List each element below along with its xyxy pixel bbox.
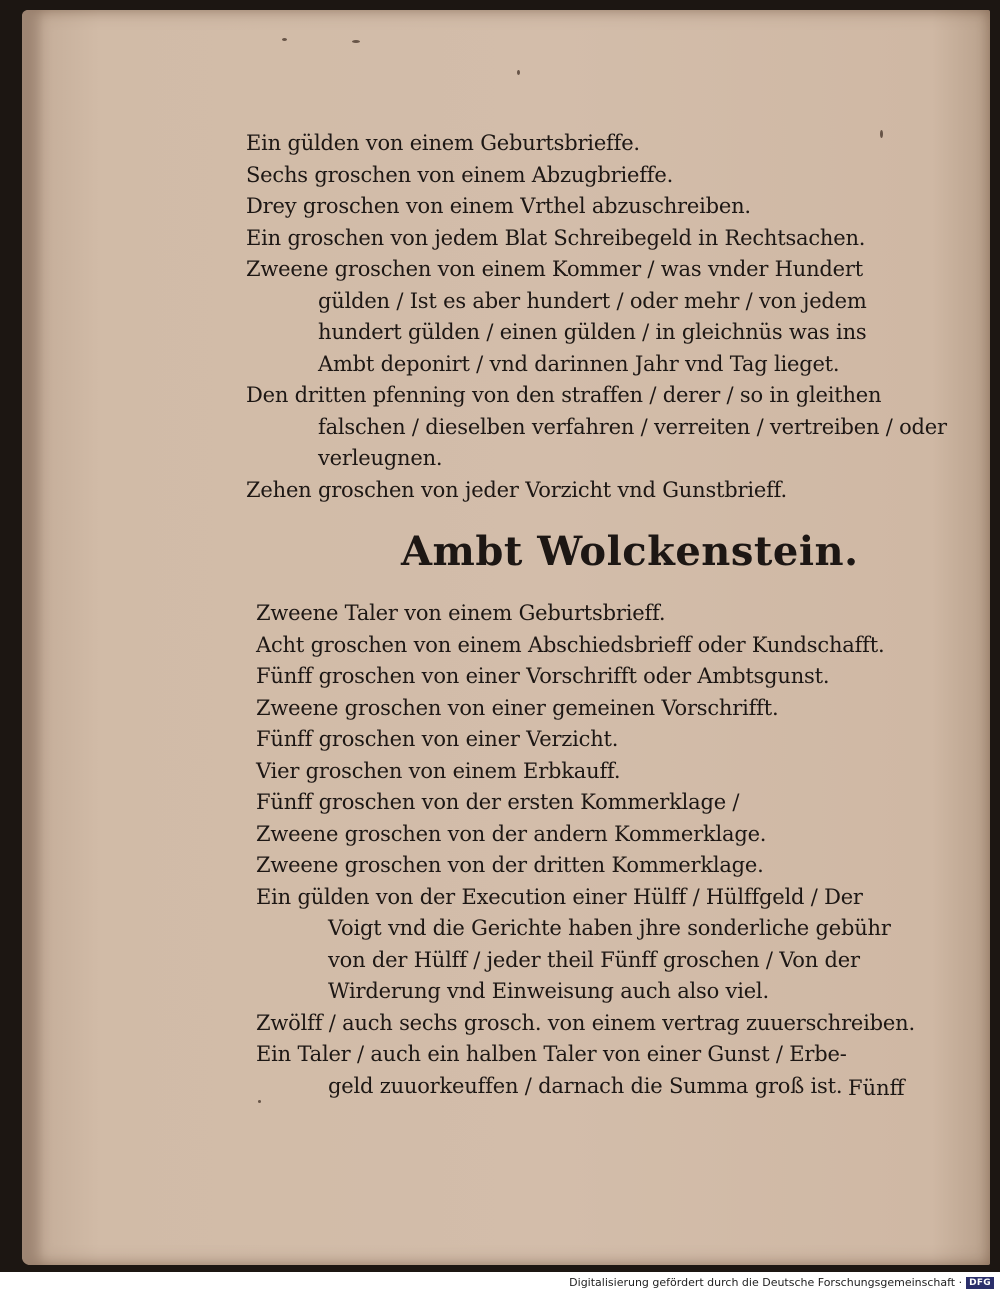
text-line: Wirderung vnd Einweisung auch also viel. xyxy=(328,979,769,1003)
paper-speck xyxy=(517,70,520,75)
text-line: Fünff groschen von einer Verzicht. xyxy=(256,727,619,751)
catchword: Fünff xyxy=(848,1076,905,1100)
text-line: Ein gülden von der Execution einer Hülff / Hülffgeld / Der xyxy=(256,884,863,909)
section-heading: Ambt Wolckenstein. xyxy=(401,528,859,575)
text-line: gülden / Ist es aber hundert / oder mehr / von jedem xyxy=(318,288,867,313)
text-line: Zweene groschen von einem Kommer / was vnder Hundert xyxy=(246,257,863,281)
text-line: Sechs groschen von einem Abzugbrieffe. xyxy=(246,162,674,187)
text-line: Zwölff / auch sechs grosch. von einem vertrag zuuerschreiben. xyxy=(256,1010,915,1035)
document-text xyxy=(246,128,947,1102)
paper-speck xyxy=(352,40,360,43)
text-line: Ein Taler / auch ein halben Taler von einer Gunst / Erbe- xyxy=(256,1042,847,1066)
text-line: Zweene groschen von der dritten Kommerklage. xyxy=(256,853,764,877)
dfg-logo: DFG xyxy=(966,1277,994,1289)
footer-credit xyxy=(569,1276,994,1289)
text-line: von der Hülff / jeder theil Fünff groschen / Von der xyxy=(328,947,860,972)
text-line: Acht groschen von einem Abschiedsbrieff oder Kundschafft. xyxy=(256,632,885,657)
text-line: Zweene Taler von einem Geburtsbrieff. xyxy=(256,601,666,625)
credit-text: Digitalisierung gefördert durch die Deutsche Forschungsgemeinschaft · xyxy=(569,1276,963,1289)
paper-speck xyxy=(282,38,287,41)
text-line: Fünff groschen von einer Vorschrifft oder Ambtsgunst. xyxy=(256,664,830,688)
text-line: Zehen groschen von jeder Vorzicht vnd Gunstbrieff. xyxy=(246,477,787,502)
text-line: Den dritten pfenning von den straffen / derer / so in gleithen xyxy=(246,383,882,407)
text-line: Voigt vnd die Gerichte haben jhre sonderliche gebühr xyxy=(328,916,891,940)
text-line: Ambt deponirt / vnd darinnen Jahr vnd Tag lieget. xyxy=(318,351,840,376)
text-line: Fünff groschen von der ersten Kommerklage / xyxy=(256,790,740,814)
text-line: Drey groschen von einem Vrthel abzuschreiben. xyxy=(246,194,751,218)
text-line: Ein gülden von einem Geburtsbrieffe. xyxy=(246,131,640,155)
fee-list-section-2 xyxy=(246,598,926,1102)
text-line: Ein groschen von jedem Blat Schreibegeld in Rechtsachen. xyxy=(246,225,866,250)
text-line: hundert gülden / einen gülden / in gleichnüs was ins xyxy=(318,320,867,344)
text-line: Zweene groschen von einer gemeinen Vorschrifft. xyxy=(256,695,779,720)
text-line: Vier groschen von einem Erbkauff. xyxy=(256,758,621,783)
text-line: falschen / dieselben verfahren / verreiten / vertreiben / oder xyxy=(318,414,947,439)
text-line: geld zuuorkeuffen / darnach die Summa groß ist. xyxy=(328,1073,843,1098)
text-line: Zweene groschen von der andern Kommerklage. xyxy=(256,821,767,846)
fee-list-section-1 xyxy=(246,128,947,506)
text-line: verleugnen. xyxy=(318,446,443,470)
